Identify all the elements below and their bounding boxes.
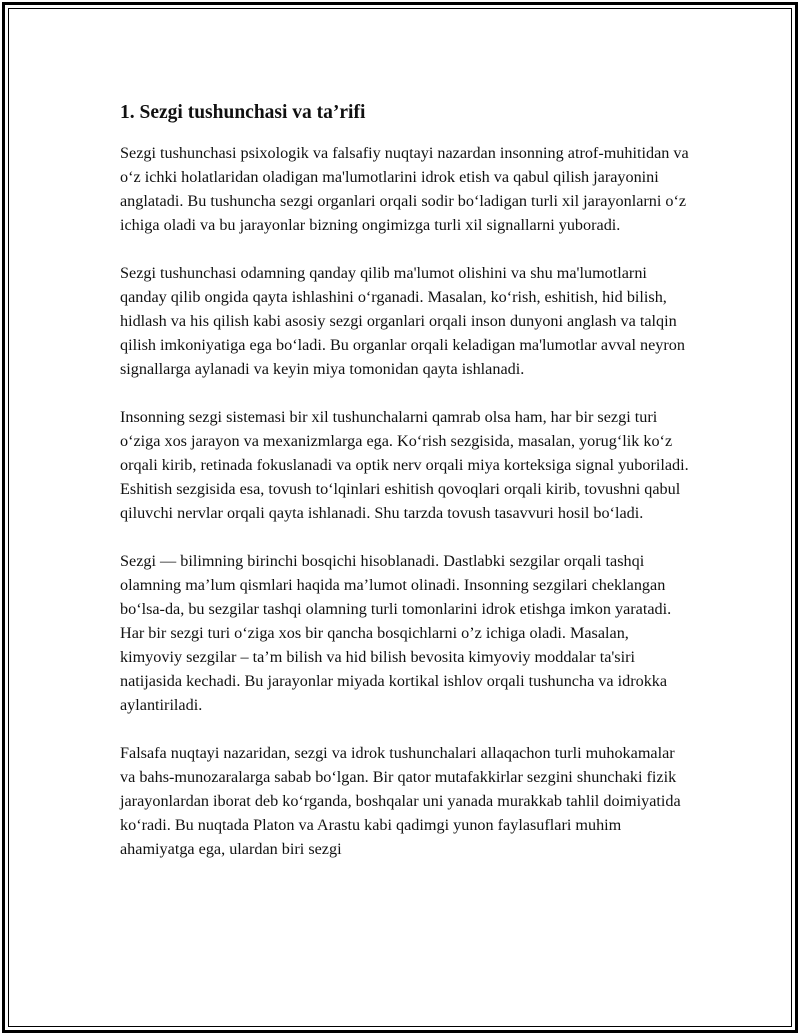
paragraph-3: Insonning sezgi sistemasi bir xil tushunchalarni qamrab olsa ham, har bir sezgi turi o‘ziga xos jarayon va mexanizmlarga ega. Ko‘rish sezgisida, masalan, yorug‘lik ko‘z orqali kirib, retinada fokuslanadi va optik nerv orqali miya korteksiga signal yuboriladi. Eshitish sezgisida esa, tovush to‘lqinlari eshitish qovoqlari orqali kirib, tovushni qabul qiluvchi nervlar orqali qayta ishlanadi. Shu tarzda tovush tasavvuri hosil bo‘ladi.	[120, 408, 689, 522]
section-heading: 1. Sezgi tushunchasi va ta’rifi	[120, 102, 366, 123]
paragraph-2: Sezgi tushunchasi odamning qanday qilib ma'lumot olishini va shu ma'lumotlarni qanday qilib ongida qayta ishlashini o‘rganadi. Masalan, ko‘rish, eshitish, hid bilish, hidlash va his qilish kabi asosiy sezgi organlari orqali inson dunyoni anglash va talqin qilish imkoniyatiga ega bo‘ladi. Bu organlar orqali keladigan ma'lumotlar avval neyron signallarga aylanadi va keyin miya tomonidan qayta ishlanadi.	[120, 264, 685, 378]
document-body	[120, 101, 690, 885]
paragraph-5: Falsafa nuqtayi nazaridan, sezgi va idrok tushunchalari allaqachon turli muhokamalar va bahs-munozaralarga sabab bo‘lgan. Bir qator mutafakkirlar sezgini shunchaki fizik jarayonlardan iborat deb ko‘rganda, boshqalar uni yanada murakkab tahlil doimiyatida ko‘radi. Bu nuqtada Platon va Arastu kabi qadimgi yunon faylasuflari muhim ahamiyatga ega, ulardan biri sezgi	[120, 744, 681, 858]
paragraph-4: Sezgi — bilimning birinchi bosqichi hisoblanadi. Dastlabki sezgilar orqali tashqi olamning ma’lum qismlari haqida ma’lumot olinadi. Insonning sezgilari cheklangan bo‘lsa-da, bu sezgilar tashqi olamning turli tomonlarini idrok etishga imkon yaratadi. Har bir sezgi turi o‘ziga xos bir qancha bosqichlarni o’z ichiga oladi. Masalan, kimyoviy sezgilar – ta’m bilish va hid bilish bevosita kimyoviy moddalar ta'siri natijasida kechadi. Bu jarayonlar miyada kortikal ishlov orqali tushuncha va idrokka aylantiriladi.	[120, 552, 672, 714]
paragraph-1: Sezgi tushunchasi psixologik va falsafiy nuqtayi nazardan insonning atrof-muhitidan va o‘z ichki holatlaridan oladigan ma'lumotlarini idrok etish va qabul qilish jarayonini anglatadi. Bu tushuncha sezgi organlari orqali sodir bo‘ladigan turli xil jarayonlarni o‘z ichiga oladi va bu jarayonlar bizning ongimizga turli xil signallarni yuboradi.	[120, 144, 689, 234]
page-frame	[2, 2, 798, 1033]
